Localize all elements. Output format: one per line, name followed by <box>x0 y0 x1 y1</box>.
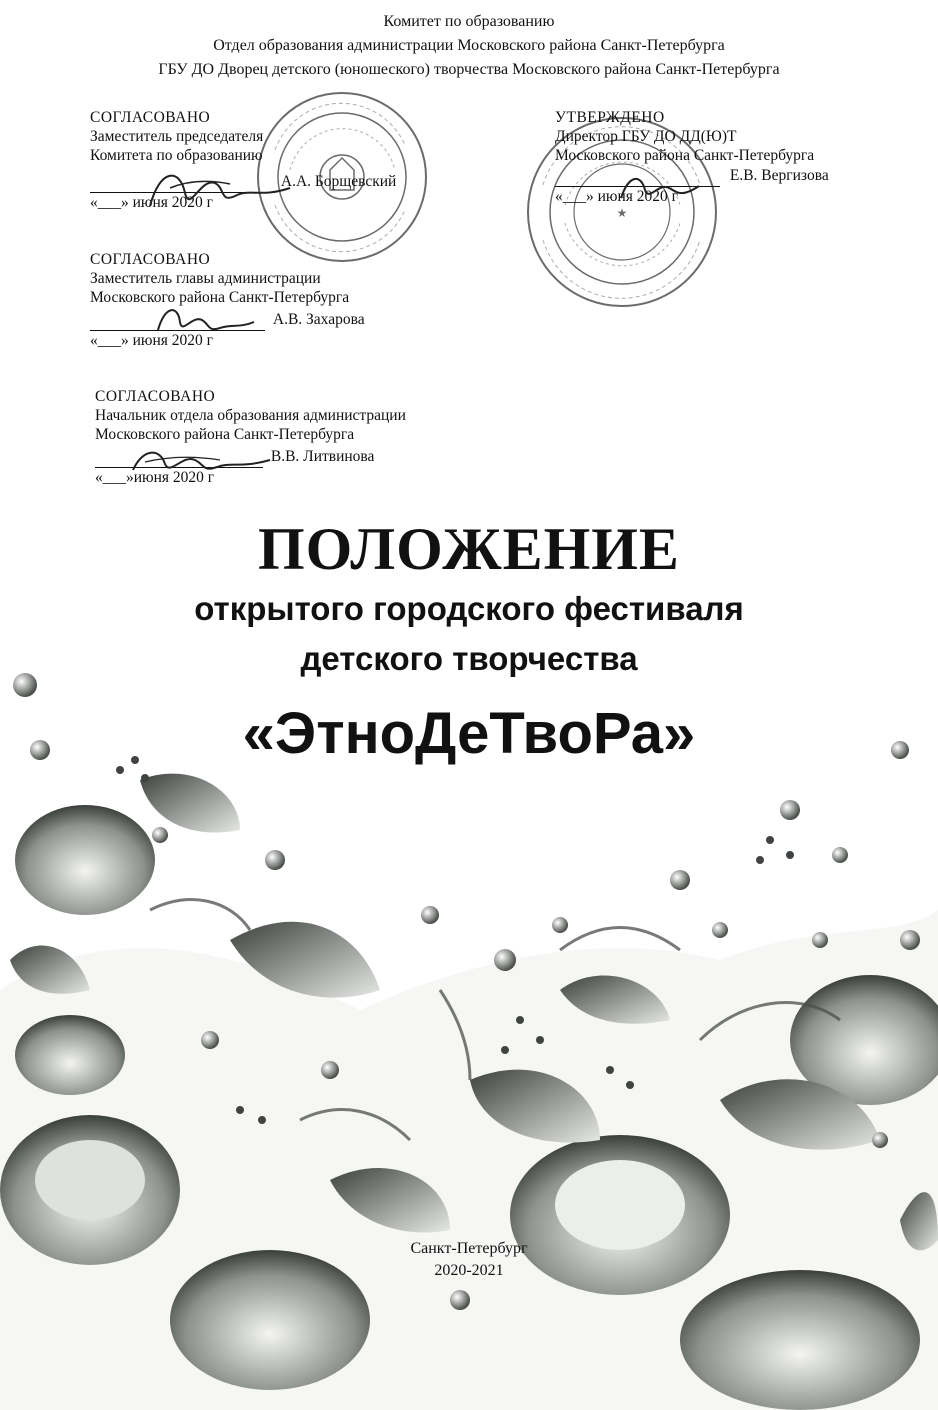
approval-role: Начальник отдела образования администрации <box>95 407 406 424</box>
approval-signatory: В.В. Литвинова <box>270 448 375 465</box>
approval-date: «___» июня 2020 г <box>90 194 214 211</box>
document-subtitle-line1: открытого городского фестиваля <box>194 590 744 627</box>
header-institution: ГБУ ДО Дворец детского (юношеского) творчества Московского района Санкт-Петербурга <box>158 61 780 78</box>
approval-signatory: Е.В. Вергизова <box>729 167 829 184</box>
approval-role: Московского района Санкт-Петербурга <box>90 289 350 306</box>
document-footer <box>0 1238 938 1282</box>
document-title: ПОЛОЖЕНИЕ <box>258 516 680 582</box>
floral-ornament <box>0 660 938 1410</box>
approval-signatory: А.В. Захарова <box>272 311 365 328</box>
header-department: Отдел образования администрации Московского района Санкт-Петербурга <box>213 37 725 54</box>
approval-role: Комитета по образованию <box>90 147 263 164</box>
handwritten-signature-1 <box>140 158 300 218</box>
approval-heading: СОГЛАСОВАНО <box>90 251 211 268</box>
approval-role: Московского района Санкт-Петербурга <box>555 147 815 164</box>
svg-text:★: ★ <box>616 206 628 220</box>
handwritten-signature-3 <box>125 440 275 480</box>
document-header <box>0 10 938 82</box>
footer-city: Санкт-Петербург <box>410 1240 528 1257</box>
approval-heading: СОГЛАСОВАНО <box>95 388 216 405</box>
handwritten-signature-right <box>615 168 705 208</box>
festival-name: «ЭтноДеТвоРа» <box>242 701 696 766</box>
handwritten-signature-2 <box>150 300 260 340</box>
approval-role: Заместитель главы администрации <box>90 270 321 287</box>
header-committee: Комитет по образованию <box>383 13 555 30</box>
approval-role: Заместитель председателя <box>90 128 264 145</box>
approval-role: Директор ГБУ ДО ДД(Ю)Т <box>555 128 737 145</box>
approval-heading: СОГЛАСОВАНО <box>90 109 211 126</box>
approval-date: «___» июня 2020 г <box>90 332 214 349</box>
approval-signatory: А.А. Борщевский <box>280 173 397 190</box>
document-subtitle-line2: детского творчества <box>300 640 638 677</box>
approval-role: Московского района Санкт-Петербурга <box>95 426 355 443</box>
footer-years: 2020-2021 <box>434 1262 504 1279</box>
approval-date: «___»июня 2020 г <box>95 469 215 486</box>
approval-heading: УТВЕРЖДЕНО <box>555 109 665 126</box>
approval-date: «___» июня 2020 г <box>555 188 679 205</box>
